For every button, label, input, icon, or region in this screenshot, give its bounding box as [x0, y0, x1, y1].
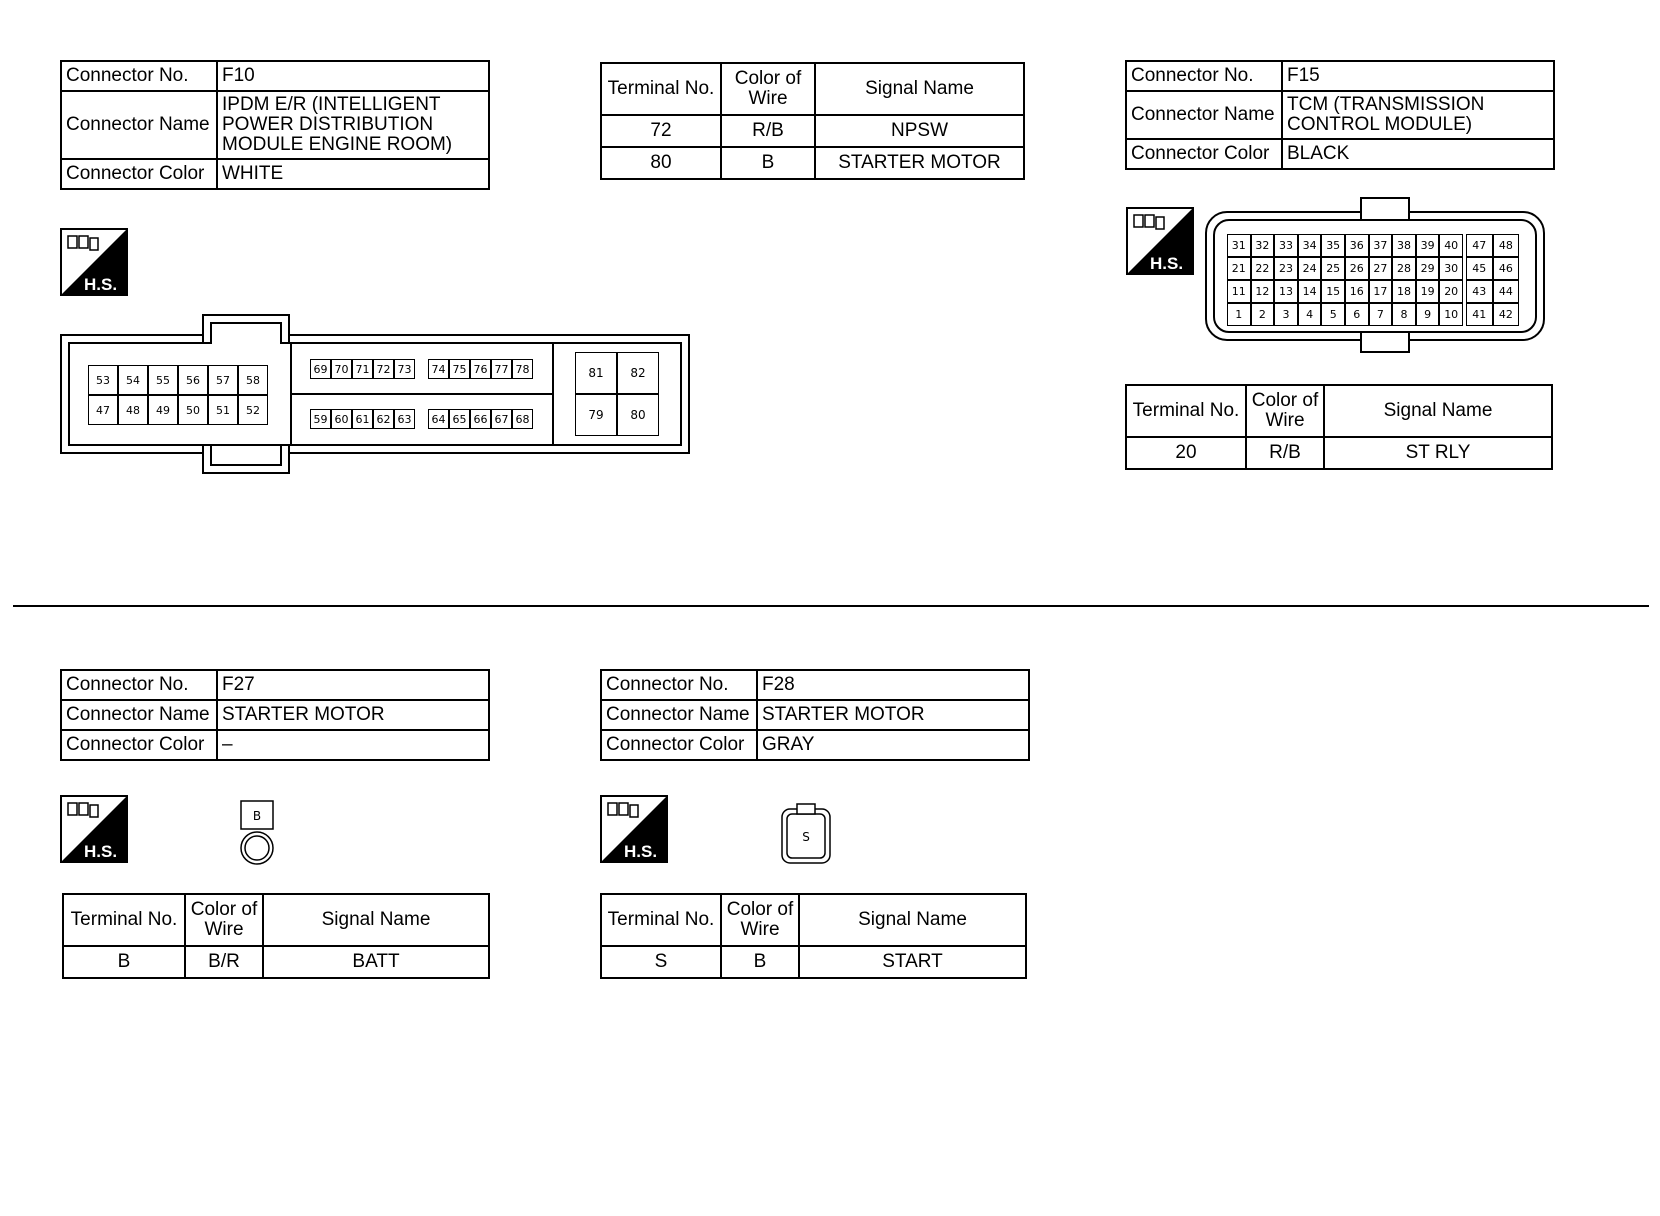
pin: 4: [1298, 303, 1322, 326]
pin: 52: [238, 395, 268, 425]
connector-name-label: Connector Name: [61, 91, 217, 159]
pin: 35: [1321, 234, 1345, 257]
f28-terminal-table: [600, 893, 1027, 979]
terminal-header: Terminal No.: [63, 894, 185, 946]
connector-no-value: F10: [217, 61, 489, 91]
pin: 69: [310, 359, 331, 379]
pin: 18: [1392, 280, 1416, 303]
terminal-header: Terminal No.: [1126, 385, 1246, 437]
pin: 64: [428, 409, 449, 429]
pin: 27: [1369, 257, 1393, 280]
pin: 63: [394, 409, 415, 429]
pin: 28: [1392, 257, 1416, 280]
hs-harness-side-icon: [60, 228, 128, 296]
connector-no-label: Connector No.: [1126, 61, 1282, 91]
pin: 17: [1369, 280, 1393, 303]
connector-bottom-latch: [1360, 333, 1410, 353]
pin: 30: [1439, 257, 1463, 280]
connector-bottom-latch-inner: [210, 446, 282, 466]
section-separator: [13, 605, 1649, 607]
connector-name-line: POWER DISTRIBUTION: [222, 114, 434, 135]
pin: 10: [1439, 303, 1463, 326]
pin: 67: [491, 409, 512, 429]
signal-cell: ST RLY: [1324, 437, 1552, 469]
pin: 53: [88, 365, 118, 395]
pin: 78: [512, 359, 533, 379]
pin: 57: [208, 365, 238, 395]
pin: 54: [118, 365, 148, 395]
f10-connector-diagram: [60, 314, 690, 474]
color-cell: B: [721, 147, 815, 179]
pin: 72: [373, 359, 394, 379]
hs-harness-side-icon: [60, 795, 128, 863]
pin: 5: [1321, 303, 1345, 326]
hs-label: H.S.: [84, 842, 118, 861]
connector-name-value: STARTER MOTOR: [757, 700, 1029, 730]
pin: 58: [238, 365, 268, 395]
pin: 40: [1439, 234, 1463, 257]
pin: 31: [1227, 234, 1251, 257]
color-header-line: Wire: [740, 919, 780, 940]
pin: 73: [394, 359, 415, 379]
hs-label: H.S.: [84, 275, 118, 294]
pin: 32: [1251, 234, 1275, 257]
connector-color-value: GRAY: [757, 730, 1029, 760]
hs-harness-side-icon: [1126, 207, 1194, 275]
signal-header: Signal Name: [815, 63, 1024, 115]
f10-connector-info-table: [60, 60, 490, 190]
pin: 77: [491, 359, 512, 379]
pin: 34: [1298, 234, 1322, 257]
terminal-header: Terminal No.: [601, 894, 721, 946]
pin: 62: [373, 409, 394, 429]
connector-color-label: Connector Color: [601, 730, 757, 760]
connector-top-latch: [1360, 197, 1410, 219]
pin: 48: [1493, 234, 1520, 257]
color-cell: B: [721, 946, 799, 978]
color-cell: R/B: [721, 115, 815, 147]
pin: 23: [1274, 257, 1298, 280]
color-header-line: Color of: [726, 899, 794, 920]
signal-cell: STARTER MOTOR: [815, 147, 1024, 179]
pin: 51: [208, 395, 238, 425]
pin: 49: [148, 395, 178, 425]
connector-no-label: Connector No.: [61, 61, 217, 91]
pin: 7: [1369, 303, 1393, 326]
divider: [552, 342, 554, 446]
pin: 80: [617, 394, 659, 436]
f27-pin-label: B: [252, 809, 262, 823]
pin: 81: [575, 352, 617, 394]
pin: 20: [1439, 280, 1463, 303]
pin: 60: [331, 409, 352, 429]
divider: [292, 393, 552, 395]
connector-name-value: [1282, 91, 1554, 139]
f27-terminal-table: [62, 893, 490, 979]
pin: 36: [1345, 234, 1369, 257]
connector-top-latch-inner: [210, 322, 282, 344]
pin: 9: [1416, 303, 1440, 326]
connector-color-label: Connector Color: [61, 730, 217, 760]
pin: 39: [1416, 234, 1440, 257]
color-header-line: Color of: [1251, 390, 1319, 411]
f27-ring-terminal-diagram: [237, 800, 277, 866]
pin: 76: [470, 359, 491, 379]
pin: 55: [148, 365, 178, 395]
color-header-line: Color of: [734, 68, 802, 89]
pin: 24: [1298, 257, 1322, 280]
hs-label: H.S.: [1150, 254, 1184, 273]
pin: 61: [352, 409, 373, 429]
pin: 44: [1493, 280, 1520, 303]
connector-color-value: –: [217, 730, 489, 760]
f10-terminal-table: [600, 62, 1025, 180]
terminal-cell: B: [63, 946, 185, 978]
color-cell: R/B: [1246, 437, 1324, 469]
pin: 3: [1274, 303, 1298, 326]
pin: 82: [617, 352, 659, 394]
connector-no-label: Connector No.: [601, 670, 757, 700]
pin: 75: [449, 359, 470, 379]
pin: 56: [178, 365, 208, 395]
hs-label: H.S.: [624, 842, 658, 861]
connector-name-line: TCM (TRANSMISSION: [1287, 94, 1485, 115]
pin: 21: [1227, 257, 1251, 280]
hs-harness-side-icon: [600, 795, 668, 863]
color-header-line: Wire: [748, 88, 788, 109]
pin: 70: [331, 359, 352, 379]
pin: 14: [1298, 280, 1322, 303]
color-header-line: Wire: [204, 919, 244, 940]
f27-connector-info-table: [60, 669, 490, 761]
pin: 16: [1345, 280, 1369, 303]
pin: 45: [1466, 257, 1493, 280]
connector-no-value: F15: [1282, 61, 1554, 91]
pin: 43: [1466, 280, 1493, 303]
f15-connector-info-table: [1125, 60, 1555, 170]
connector-name-label: Connector Name: [1126, 91, 1282, 139]
color-header-line: Color of: [190, 899, 258, 920]
pin: 25: [1321, 257, 1345, 280]
connector-name-line: MODULE ENGINE ROOM): [222, 134, 453, 155]
pin: 37: [1369, 234, 1393, 257]
pin: 33: [1274, 234, 1298, 257]
connector-name-label: Connector Name: [601, 700, 757, 730]
pin: 47: [1466, 234, 1493, 257]
pin: 66: [470, 409, 491, 429]
connector-name-line: IPDM E/R (INTELLIGENT: [222, 94, 441, 115]
terminal-cell: 80: [601, 147, 721, 179]
pin: 65: [449, 409, 470, 429]
pin: 68: [512, 409, 533, 429]
signal-header: Signal Name: [799, 894, 1026, 946]
pin: 11: [1227, 280, 1251, 303]
pin: 15: [1321, 280, 1345, 303]
pin: 42: [1493, 303, 1520, 326]
signal-cell: BATT: [263, 946, 489, 978]
color-header-line: Wire: [1265, 410, 1305, 431]
pin: 41: [1466, 303, 1493, 326]
connector-name-line: CONTROL MODULE): [1287, 114, 1473, 135]
color-header: [721, 63, 815, 115]
f15-connector-diagram: [1205, 197, 1545, 355]
pin: 59: [310, 409, 331, 429]
pin: 29: [1416, 257, 1440, 280]
pin: 46: [1493, 257, 1520, 280]
pin: 2: [1251, 303, 1275, 326]
pin: 71: [352, 359, 373, 379]
connector-no-label: Connector No.: [61, 670, 217, 700]
pin: 48: [118, 395, 148, 425]
pin: 22: [1251, 257, 1275, 280]
pin: 6: [1345, 303, 1369, 326]
connector-color-value: BLACK: [1282, 139, 1554, 169]
signal-header: Signal Name: [1324, 385, 1552, 437]
connector-name-label: Connector Name: [61, 700, 217, 730]
pin: 50: [178, 395, 208, 425]
pin: 8: [1392, 303, 1416, 326]
connector-color-value: WHITE: [217, 159, 489, 189]
terminal-cell: S: [601, 946, 721, 978]
terminal-cell: 20: [1126, 437, 1246, 469]
pin: 12: [1251, 280, 1275, 303]
pin: 79: [575, 394, 617, 436]
connector-no-value: F28: [757, 670, 1029, 700]
f28-pin-label: S: [802, 830, 810, 844]
signal-cell: START: [799, 946, 1026, 978]
f28-connector-info-table: [600, 669, 1030, 761]
pin: 1: [1227, 303, 1251, 326]
pin: 26: [1345, 257, 1369, 280]
pin: 74: [428, 359, 449, 379]
connector-color-label: Connector Color: [61, 159, 217, 189]
color-header: [721, 894, 799, 946]
pin: 47: [88, 395, 118, 425]
connector-color-label: Connector Color: [1126, 139, 1282, 169]
signal-cell: NPSW: [815, 115, 1024, 147]
pin: 13: [1274, 280, 1298, 303]
color-cell: B/R: [185, 946, 263, 978]
connector-name-value: [217, 91, 489, 159]
connector-no-value: F27: [217, 670, 489, 700]
signal-header: Signal Name: [263, 894, 489, 946]
color-header: [1246, 385, 1324, 437]
color-header: [185, 894, 263, 946]
f15-pin-grid: [1227, 234, 1520, 326]
f15-terminal-table: [1125, 384, 1553, 470]
terminal-cell: 72: [601, 115, 721, 147]
pin: 38: [1392, 234, 1416, 257]
f28-connector-diagram: [779, 803, 833, 865]
terminal-header: Terminal No.: [601, 63, 721, 115]
connector-name-value: STARTER MOTOR: [217, 700, 489, 730]
pin: 19: [1416, 280, 1440, 303]
